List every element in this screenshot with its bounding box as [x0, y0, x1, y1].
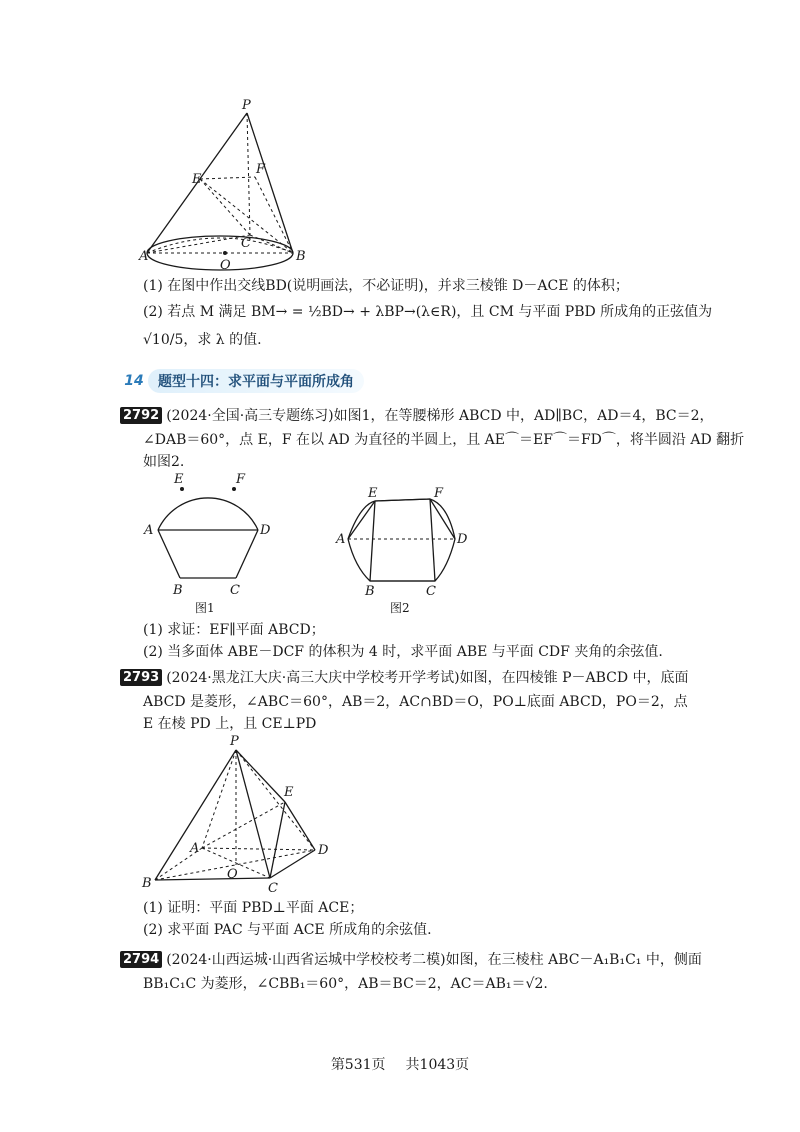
cone-figure [140, 95, 320, 275]
cone-label-o: O [220, 258, 231, 273]
pyramid-label-d: D [318, 843, 329, 858]
pyramid-label-e: E [284, 785, 294, 800]
fig2-label-b: B [365, 584, 375, 599]
page-total: 共1043页 [405, 1057, 470, 1073]
figure-2 [330, 485, 480, 620]
fig2-label-c: C [426, 584, 436, 599]
problem-number-badge: 2794 [120, 951, 162, 968]
cone-label-a: A [139, 249, 149, 264]
prev-q2-cont: √10/5，求 λ 的值. [143, 332, 262, 348]
prev-q1: (1) 在图中作出交线BD(说明画法，不必证明)，并求三棱锥 D－ACE 的体积； [143, 278, 629, 294]
fig1-label-b: B [173, 583, 183, 598]
problem-2793-line3: E 在棱 PD 上，且 CE⊥PD [143, 716, 317, 732]
problem-2792-q2: (2) 当多面体 ABE－DCF 的体积为 4 时，求平面 ABE 与平面 CDF 夹角的余弦值. [143, 644, 663, 660]
pyramid-figure [140, 730, 340, 895]
problem-2792-line3: 如图2. [143, 454, 185, 470]
problem-2792-line2: ∠DAB＝60°，点 E，F 在以 AD 为直径的半圆上，且 AE⌒＝EF⌒＝FD⌒，将半圆沿 AD 翻折 [143, 432, 745, 448]
cone-label-e: E [192, 172, 202, 187]
fig1-label-d: D [260, 523, 271, 538]
problem-2793-line2: ABCD 是菱形，∠ABC＝60°，AB＝2，AC∩BD＝O，PO⊥底面 ABCD，PO＝2，点 [143, 694, 688, 710]
pyramid-label-o: O [227, 867, 238, 882]
problem-2792-q1: (1) 求证：EF∥平面 ABCD； [143, 622, 325, 638]
page-footer [0, 1054, 800, 1074]
pyramid-label-a: A [190, 841, 200, 856]
fig1-label-f: F [236, 472, 246, 487]
fig2-label-e: E [368, 486, 378, 501]
pyramid-label-b: B [142, 876, 152, 891]
cone-label-f: F [256, 162, 266, 177]
problem-number-badge: 2793 [120, 669, 162, 686]
page-number: 第531页 [330, 1057, 386, 1073]
figure-1 [140, 470, 280, 620]
section-title: 题型十四：求平面与平面所成角 [148, 369, 364, 393]
fig1-label-c: C [230, 583, 240, 598]
prev-q2: (2) 若点 M 满足 BM→ = ½BD→ + λBP→(λ∈R)，且 CM 与平面 PBD 所成角的正弦值为 [143, 304, 713, 320]
problem-2793-q1: (1) 证明：平面 PBD⊥平面 ACE； [143, 900, 364, 916]
problem-2794-line1: 2794 (2024·山西运城·山西省运城中学校校考二模)如图，在三棱柱 ABC－A₁B₁C₁ 中，侧面 [120, 950, 702, 970]
problem-2794-line2: BB₁C₁C 为菱形，∠CBB₁＝60°，AB＝BC＝2，AC＝AB₁＝√2. [143, 976, 548, 992]
fig2-label-f: F [434, 486, 444, 501]
problem-2793-q2: (2) 求平面 PAC 与平面 ACE 所成角的余弦值. [143, 922, 432, 938]
section-header [120, 368, 364, 394]
problem-2792-line1: 2792 (2024·全国·高三专题练习)如图1，在等腰梯形 ABCD 中，AD∥BC，AD＝4，BC＝2， [120, 406, 714, 426]
problem-2793-line1: 2793 (2024·黑龙江大庆·高三大庆中学校考开学考试)如图，在四棱锥 P－ABCD 中，底面 [120, 668, 689, 688]
section-number: 14 [124, 373, 144, 389]
cone-label-c: C [241, 236, 251, 251]
fig1-caption: 图1 [195, 601, 215, 615]
fig2-label-d: D [457, 532, 468, 547]
pyramid-label-p: P [230, 734, 239, 749]
fig1-label-a: A [144, 523, 154, 538]
fig2-caption: 图2 [390, 601, 410, 615]
pyramid-label-c: C [268, 881, 278, 896]
fig2-label-a: A [336, 532, 346, 547]
cone-label-b: B [296, 249, 306, 264]
fig1-label-e: E [174, 472, 184, 487]
problem-number-badge: 2792 [120, 407, 162, 424]
cone-label-p: P [242, 98, 251, 113]
